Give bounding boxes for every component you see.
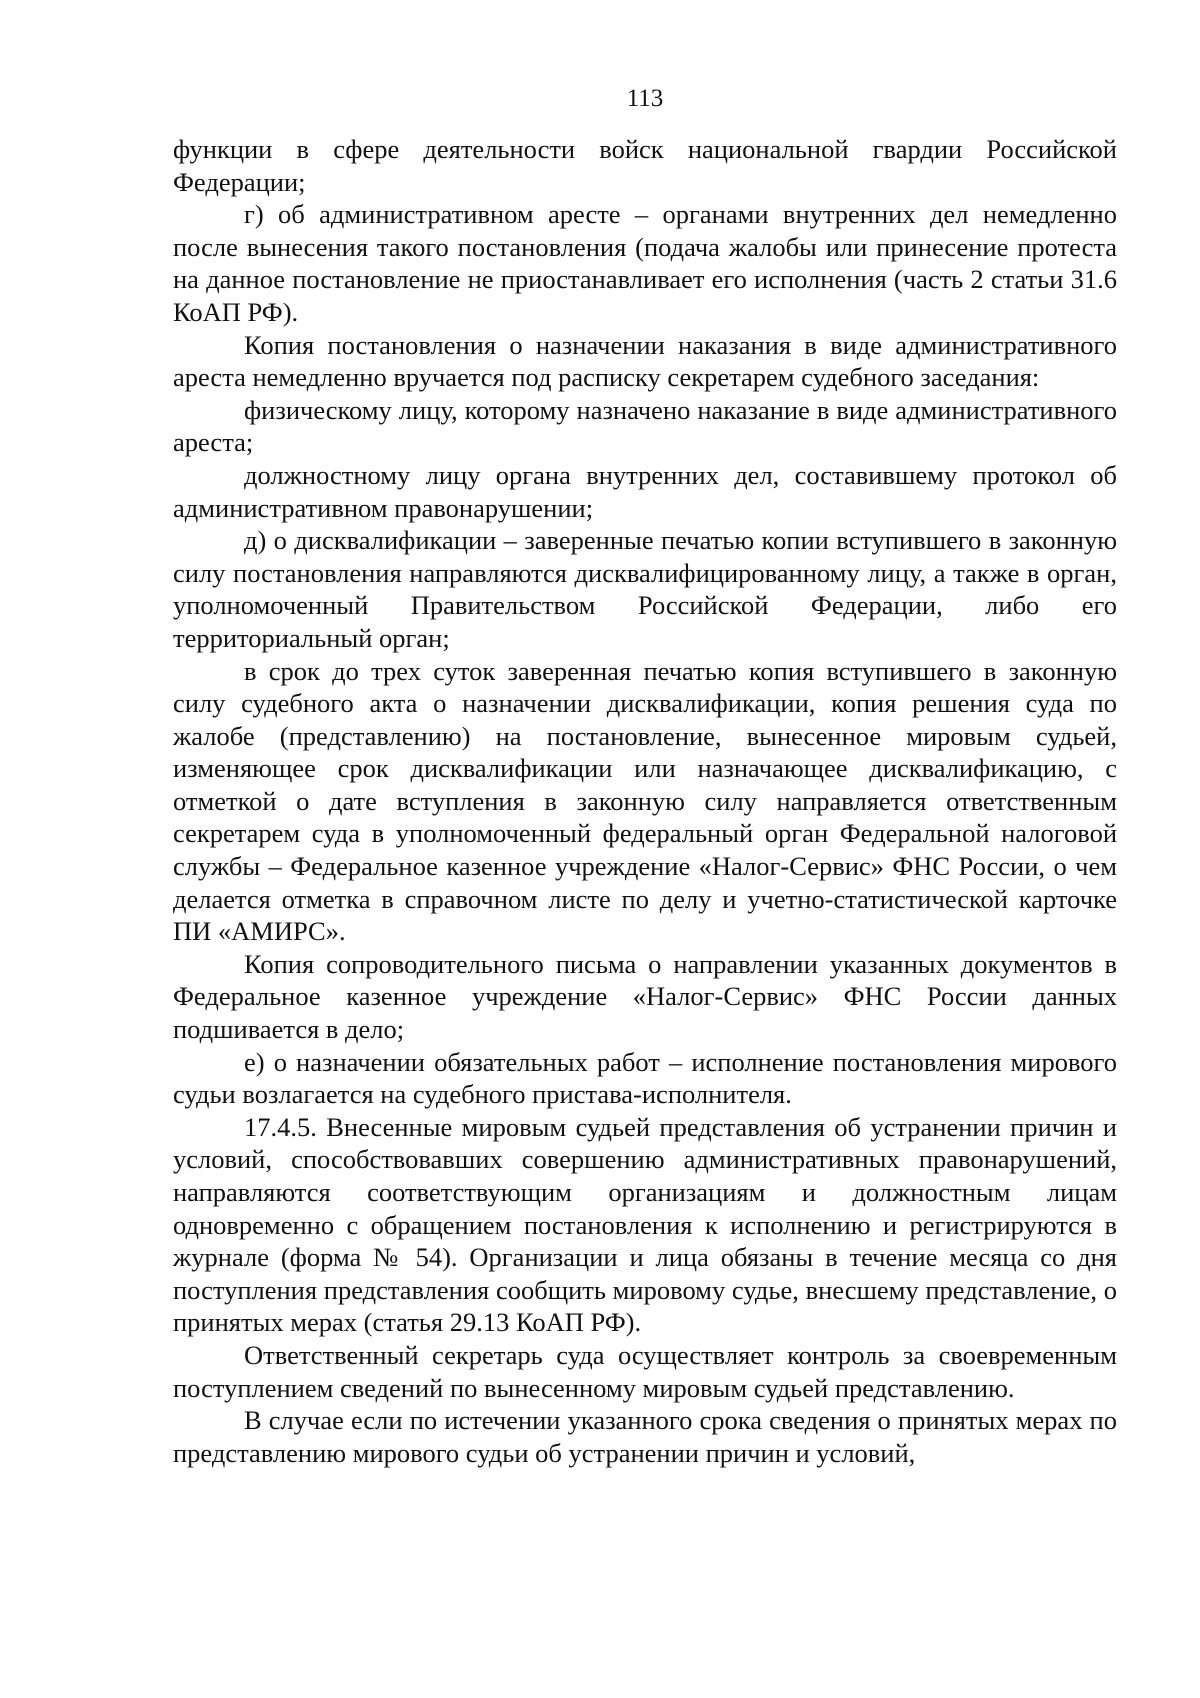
document-body <box>173 133 1117 1469</box>
paragraph-cover-letter-copy: Копия сопроводительного письма о направлении указанных документов в Федеральное казенное учреждение «Налог-Сервис» ФНС России данных подшивается в дело; <box>173 948 1117 1045</box>
paragraph-physical-person: физическому лицу, которому назначено наказание в виде административного ареста; <box>173 394 1117 458</box>
paragraph-item-e-mandatory-works: е) о назначении обязательных работ – исполнение постановления мирового судьи возлагается на судебного пристава-исполнителя. <box>173 1046 1117 1110</box>
paragraph-secretary-control: Ответственный секретарь суда осуществляет контроль за своевременным поступлением сведений по вынесенному мировым судьей представлению. <box>173 1339 1117 1403</box>
page-number: 113 <box>626 85 664 112</box>
paragraph-official-person: должностному лицу органа внутренних дел, составившему протокол об административном правонарушении; <box>173 459 1117 523</box>
paragraph-copy-of-ruling: Копия постановления о назначении наказания в виде административного ареста немедленно вручается под расписку секретарем судебного заседания: <box>173 329 1117 393</box>
paragraph-in-case-of-expiry: В случае если по истечении указанного срока сведения о принятых мерах по представлению мирового судьи об устранении причин и условий, <box>173 1405 1117 1468</box>
paragraph-continuation: функции в сфере деятельности войск национальной гвардии Российской Федерации; <box>173 134 1117 197</box>
paragraph-item-g-administrative-arrest: г) об административном аресте – органами внутренних дел немедленно после вынесения такого постановления (подача жалобы или принесение протеста на данное постановление не приостанавливает его исполнения (часть 2 статьи 31.6 КоАП РФ). <box>173 199 1117 327</box>
paragraph-three-days-term: в срок до трех суток заверенная печатью копия вступившего в законную силу судебного акта о назначении дисквалификации, копия решения суда по жалобе (представлению) на постановление, вынесенное мировым судьей, изменяющее срок дисквалификации или назначающее дисквалификацию, с отметкой о дате вступления в законную силу направляется ответственным секретарем суда в уполномоченный федеральный орган Федеральной налоговой службы – Федеральное казенное учреждение «Налог-Сервис» ФНС России, о чем делается отметка в справочном листе по делу и учетно-статистической карточке ПИ «АМИРС». <box>173 655 1117 947</box>
paragraph-item-d-disqualification: д) о дисквалификации – заверенные печатью копии вступившего в законную силу постановления направляются дисквалифицированному лицу, а также в орган, уполномоченный Правительством Российской Федерации, либо его территориальный орган; <box>173 525 1117 653</box>
paragraph-section-17-4-5: 17.4.5. Внесенные мировым судьей представления об устранении причин и условий, способствовавших совершению административных правонарушений, направляются соответствующим организациям и должностным лицам одновременно с обращением постановления к исполнению и регистрируются в журнале (форма № 54). Организации и лица обязаны в течение месяца со дня поступления представления сообщить мировому судье, внесшему представление, о принятых мерах (статья 29.13 КоАП РФ). <box>173 1111 1117 1338</box>
